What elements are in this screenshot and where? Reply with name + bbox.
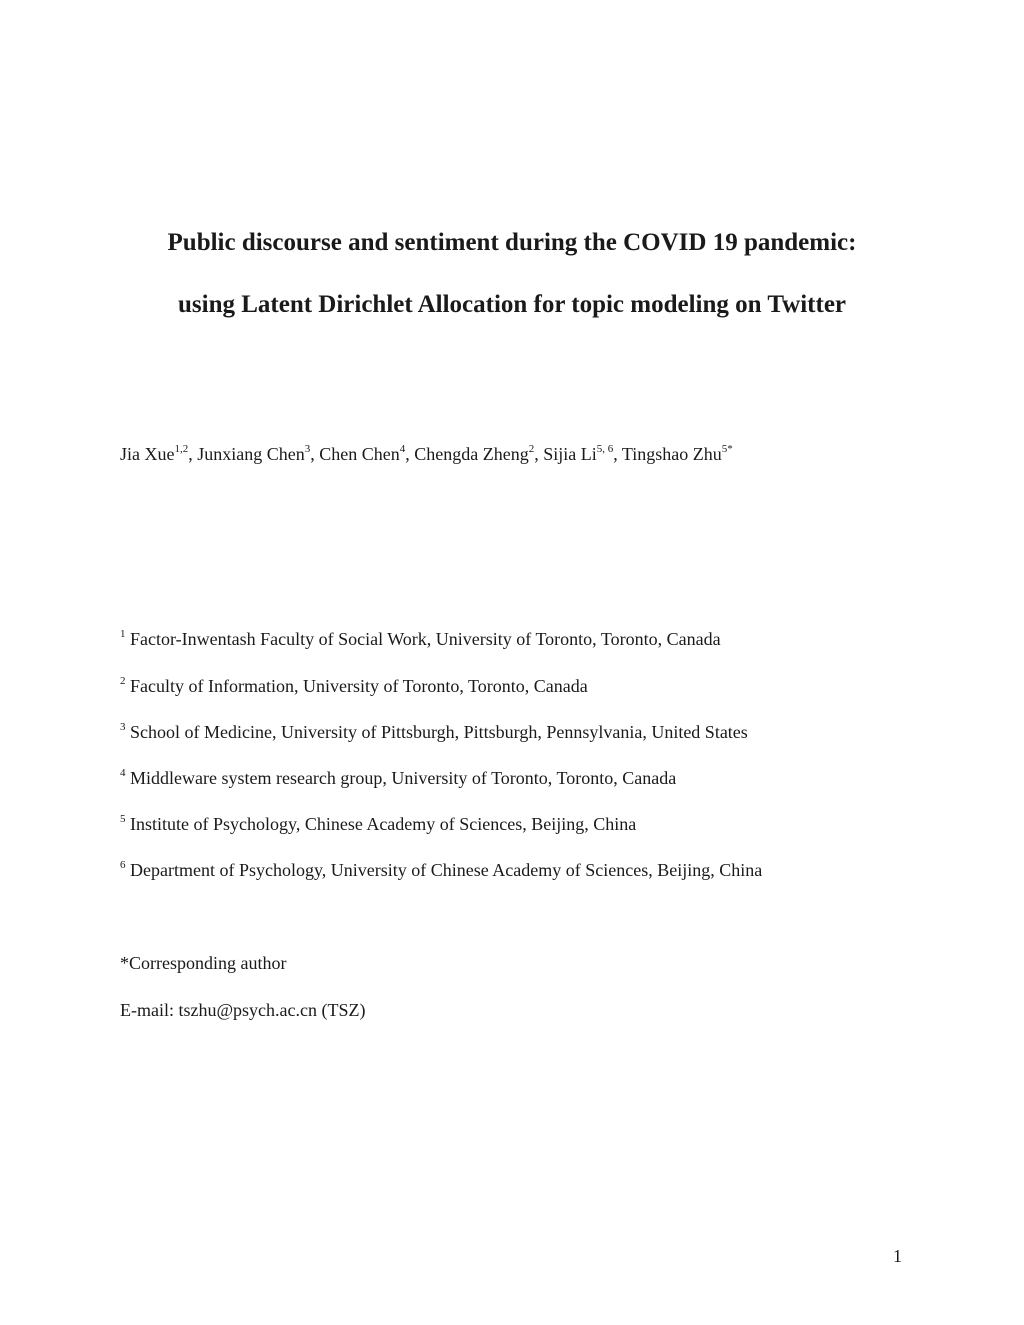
affiliation-5 bbox=[120, 814, 636, 835]
author-separator: , bbox=[310, 444, 320, 464]
author-affiliation-marker: 5, 6 bbox=[596, 443, 614, 455]
affiliation-number: 5 bbox=[120, 813, 126, 825]
contact-email: E-mail: tszhu@psych.ac.cn (TSZ) bbox=[120, 1000, 366, 1020]
affiliation-text: Department of Psychology, University of Chinese Academy of Sciences, Beijing, China bbox=[130, 860, 763, 880]
affiliation-number: 1 bbox=[120, 628, 126, 640]
affiliation-2 bbox=[120, 676, 588, 697]
affiliation-text: Factor-Inwentash Faculty of Social Work, University of Toronto, Toronto, Canada bbox=[130, 629, 721, 649]
affiliation-3 bbox=[120, 722, 748, 743]
author-name: Junxiang Chen bbox=[197, 444, 305, 464]
corresponding-author-label: *Corresponding author bbox=[120, 953, 287, 973]
author-separator: , bbox=[188, 444, 198, 464]
affiliation-6 bbox=[120, 860, 762, 881]
affiliation-text: Institute of Psychology, Chinese Academy of Sciences, Beijing, China bbox=[130, 814, 637, 834]
author-affiliation-marker: 3 bbox=[304, 443, 311, 455]
affiliation-text: Faculty of Information, University of Toronto, Toronto, Canada bbox=[130, 676, 588, 696]
affiliation-number: 3 bbox=[120, 721, 126, 733]
affiliation-number: 2 bbox=[120, 675, 126, 687]
affiliation-1 bbox=[120, 629, 721, 650]
affiliation-number: 4 bbox=[120, 767, 126, 779]
author-separator: , bbox=[534, 444, 544, 464]
author-affiliation-marker: 4 bbox=[399, 443, 406, 455]
author-separator: , bbox=[405, 444, 415, 464]
author-affiliation-marker: 5* bbox=[721, 443, 733, 455]
author-name: Jia Xue bbox=[120, 444, 175, 464]
affiliation-text: School of Medicine, University of Pittsburgh, Pittsburgh, Pennsylvania, United States bbox=[130, 722, 748, 742]
affiliation-number: 6 bbox=[120, 859, 126, 871]
paper-title-line-2: using Latent Dirichlet Allocation for topic modeling on Twitter bbox=[177, 291, 847, 318]
author-name: Tingshao Zhu bbox=[621, 444, 722, 464]
paper-title-line-1: Public discourse and sentiment during the COVID 19 pandemic: bbox=[167, 229, 857, 256]
affiliation-text: Middleware system research group, University of Toronto, Toronto, Canada bbox=[130, 768, 677, 788]
author-list bbox=[120, 444, 733, 465]
author-name: Chengda Zheng bbox=[414, 444, 529, 464]
author-name: Chen Chen bbox=[319, 444, 400, 464]
author-name: Sijia Li bbox=[543, 444, 597, 464]
author-affiliation-marker: 2 bbox=[528, 443, 535, 455]
page-number: 1 bbox=[893, 1246, 902, 1266]
author-affiliation-marker: 1,2 bbox=[174, 443, 189, 455]
affiliation-4 bbox=[120, 768, 676, 789]
author-separator: , bbox=[613, 444, 622, 464]
